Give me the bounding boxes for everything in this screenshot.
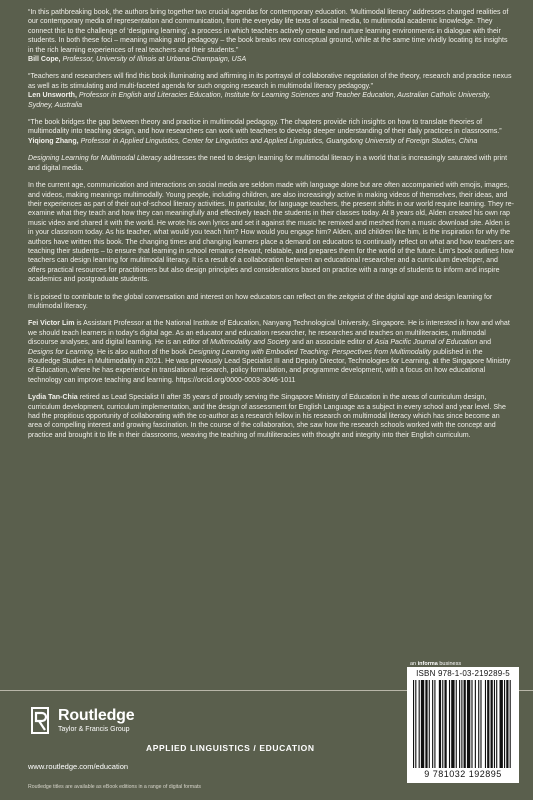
- barcode-bar: [425, 680, 427, 768]
- barcode-number: 9 781032 192895: [424, 769, 502, 779]
- endorser-affiliation: Professor, University of Illinois at Urbana-Champaign, USA: [62, 56, 247, 64]
- informa-suffix: business: [437, 661, 462, 667]
- publisher-website[interactable]: www.routledge.com/education: [28, 762, 129, 771]
- barcode-bar: [506, 680, 508, 768]
- endorsement-unsworth: [28, 72, 514, 110]
- publisher-group: Taylor & Francis Group: [58, 726, 130, 733]
- barcode-bar: [421, 680, 424, 768]
- endorser-affiliation: Professor in English and Literacies Education, Institute for Learning Sciences and Teacher Education, Australian Catholic University, Sydney, Australia: [28, 92, 491, 109]
- barcode-bar: [444, 680, 446, 768]
- author-bio-tan: [28, 393, 514, 440]
- journal-title: Designs for Learning: [28, 348, 94, 356]
- barcode-bar: [487, 680, 489, 768]
- barcode-bar: [413, 680, 414, 768]
- barcode-bar: [456, 680, 457, 768]
- endorser-affiliation: Professor in Applied Linguistics, Center for Linguistics and Applied Linguistics, Guangdong University of Foreign Studies, China: [80, 137, 478, 145]
- barcode-bar: [442, 680, 443, 768]
- endorsement-text: “Teachers and researchers will find this book illuminating and affirming in its portrayal of collaborative negotiation of the theory, research and practice nexus as well as its stimulating and multi-faceted agenda for such ongoing research in multimodal literacy pedagogy.”: [28, 73, 512, 90]
- journal-title: Asia Pacific Journal of Education: [374, 339, 478, 347]
- endorsement-zhang: [28, 118, 514, 146]
- barcode-bar: [467, 680, 470, 768]
- isbn-label: ISBN 978-1-03-219289-5: [416, 669, 510, 678]
- endorser-name: Bill Cope,: [28, 56, 61, 64]
- routledge-logo: [30, 707, 230, 737]
- barcode-bar: [459, 680, 460, 768]
- endorser-name: Yiqiong Zhang,: [28, 137, 79, 145]
- barcode: [413, 680, 513, 768]
- author-name: Lydia Tan-Chia: [28, 394, 78, 402]
- subject-category: APPLIED LINGUISTICS / EDUCATION: [146, 743, 315, 753]
- barcode-bar: [485, 680, 486, 768]
- barcode-bar: [478, 680, 479, 768]
- ebook-notice: Routledge titles are available as eBook editions in a range of digital formats: [28, 784, 202, 790]
- barcode-bar: [491, 680, 493, 768]
- barcode-bar: [494, 680, 495, 768]
- barcode-bar: [504, 680, 505, 768]
- book-reference: Designing Learning with Embodied Teaching: Perspectives from Multimodality: [188, 348, 432, 356]
- author-bio-lim: [28, 319, 514, 385]
- endorsement-attribution: [28, 137, 514, 146]
- barcode-bar: [480, 680, 481, 768]
- bio-text: published in the Routledge Studies in Multimodality in 2021. He was previously Lead Specialist III and Deputy Director, Technologies for Learning, at the Singapore Ministry of Education, where he has experience in translational research, policy formulation, and programme development, with a focus on how educational technology can improve teaching and learning. https://orcid.org/0000-0003-3046-1011: [28, 348, 511, 384]
- informa-prefix: an: [410, 661, 418, 667]
- journal-title: Multimodality and Society: [210, 339, 291, 347]
- routledge-mark-icon: [30, 707, 52, 735]
- barcode-bar: [415, 680, 416, 768]
- barcode-bar: [510, 680, 511, 768]
- bio-text: is Assistant Professor at the National Institute of Education, Nanyang Technological University, Singapore. He is interested in how and what we should teach learners in today’s digital age. As an educator and education researcher, he researches and teaches on multiliteracies, multimodal discourse analyses, and digital learning. He is an editor of: [28, 320, 510, 347]
- book-intro: [28, 154, 514, 173]
- barcode-bar: [449, 680, 450, 768]
- bio-text: retired as Lead Specialist II after 35 years of proudly serving the Singapore Ministry of Education in the areas of curriculum design, curriculum development, curriculum implementation, and the design of assessment for English Language as a subject in every school and year level. She had the propitious opportunity of collaborating with the co-author as a research fellow in his research on multimodal literacy which has since become an area of compelling interest and growing fascination. In the course of the collaboration, she saw how the research schools worked with the concept and practice and brought it to life in their classrooms, weaving the teaching of multiliteracies with thought and integrity into their English curriculum.: [28, 394, 506, 439]
- author-name: Fei Victor Lim: [28, 320, 75, 328]
- barcode-bar: [439, 680, 441, 768]
- endorsement-attribution: [28, 55, 514, 64]
- publisher-name: Routledge: [58, 707, 135, 724]
- barcode-bar: [429, 680, 430, 768]
- endorser-name: Len Unsworth,: [28, 92, 77, 100]
- book-title: Designing Learning for Multimodal Literacy: [28, 155, 162, 163]
- endorsement-text: “In this pathbreaking book, the authors bring together two crucial agendas for contemporary education. ‘Multimodal literacy’ addresses changed realities of our contemporary media of representation and communication, from the everyday life texts of social media, to multimodal academic knowledge. They connect this to the challenge of ‘designing learning’, a process in which teachers actively create and nurture learning environments in dialogue with their students. In both these foci – meaning making and pedagogy – the book breaks new conceptual ground, while at the same time vividly locating its insights in the rich learning experiences of real teachers and their students.”: [28, 9, 509, 54]
- cover-text: [28, 8, 514, 448]
- endorsement-attribution: [28, 91, 514, 110]
- description-paragraph: It is poised to contribute to the global conversation and interest on how educators can reflect on the zeitgeist of the digital age and design learning for multimodal literacy.: [28, 293, 493, 310]
- informa-brand: informa: [417, 661, 438, 667]
- barcode-bar: [461, 680, 462, 768]
- endorsement-text: “The book bridges the gap between theory and practice in multimodal pedagogy. The chapters provide rich insights on how to translate theories of multimodality into teaching design, and how researchers can work with teachers to develop deeper understanding of their daily practices in classrooms.”: [28, 119, 502, 136]
- barcode-bar: [471, 680, 472, 768]
- barcode-bar: [500, 680, 503, 768]
- barcode-bar: [419, 680, 420, 768]
- barcode-bar: [475, 680, 476, 768]
- barcode-bar: [432, 680, 433, 768]
- bio-text: and: [477, 339, 492, 347]
- barcode-panel: [407, 667, 519, 783]
- barcode-bar: [434, 680, 435, 768]
- barcode-bar: [464, 680, 466, 768]
- endorsement-cope: [28, 8, 514, 64]
- bio-text: . He is also author of the book: [93, 348, 189, 356]
- intro-text: addresses the need to design learning for multimodal literacy in a world that is increasingly saturated with print and digital media.: [28, 155, 508, 172]
- bio-text: and an associate editor of: [290, 339, 375, 347]
- barcode-bar: [496, 680, 497, 768]
- barcode-bar: [451, 680, 454, 768]
- description-paragraph: In the current age, communication and interactions on social media are seldom made with language alone but are often accompanied with emojis, images, and videos, making meanings multimodally. Young people, including children, are also increasingly active in making videos of themselves, their ideas, and their experiences as part of their out-of-school literacy activities. In particular, for language teachers, the present shifts in our world require learning. They re-examine what they teach and how they can meaningfully and effectively teach the students in their classes today. At 8 years old, Alden created his own rap music video and shared it with the world. He wrote his own lyrics and set it against the music he remixed and meshed from a music download site. Alden is in your classroom today. As his teacher, what would you teach him? How would you engage him? Alden, and children like him, is the inspiration for why the authors have written this book. The changing times and changing learners place a demand on educators to continually reflect on what and how teachers are teaching their students – to ensure that learning in school remains relevant, relatable, and prepares them for the world of the future. Lim’s book outlines how teachers can design learning for multimodal literacy. It is a result of a collaboration between an educational researcher and a curriculum developer, and offers practical resources for practitioners but also design principles and considerations based on practice with a range of students to inform and inspire academics and postgraduate students.: [28, 182, 515, 284]
